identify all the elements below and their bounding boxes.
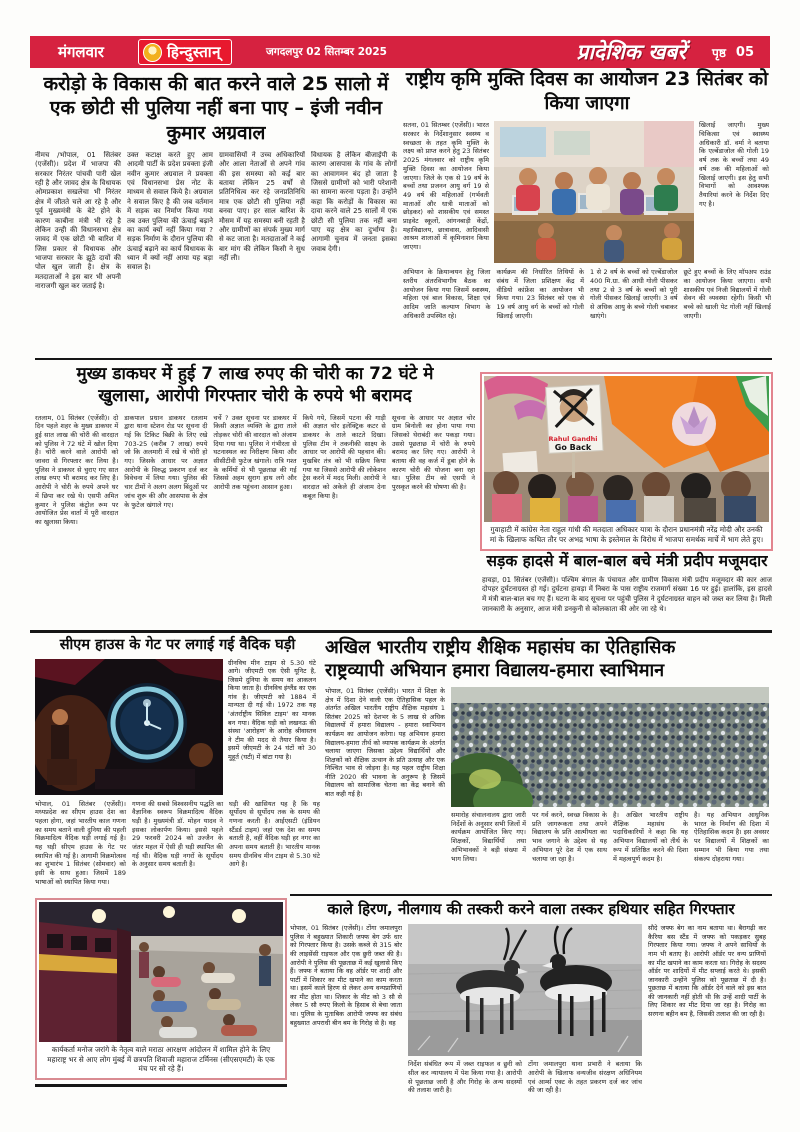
vedic-clock-photo [35,659,223,795]
article-mahasangh-right [451,687,769,887]
article-hiran-middle [408,924,642,1122]
article-dakghar-headline-line2: खुलासा, आरोपी गिरफ्तार चोरी के रुपये भी बरामद [98,385,412,406]
brand-emblem-icon [143,43,162,62]
train-photo-caption: कार्यकर्ता मनोज जरांगे के नेतृत्व वाले मराठा आरक्षण आंदोलन में शामिल होने के लिए महाराष्ट्र भर से आए लोग मुंबई में छत्रपति शिवाजी महाराज टर्मिनस (सीएसएमटी) के एक मंच पर सो रहे हैं। [47,1045,275,1074]
article-hadsa [482,552,772,628]
article-krimi-col4: छूटे हुए बच्चों के लिए मॉपअप राउंड का आयोजन किया जाएगा। सभी शासकीय एवं निजी विद्यालयों में गोली सेवन की व्यवस्था रहेगी। किसी भी बच्चे को खाली पेट गोली नहीं खिलाई जाएगी। [683,268,771,320]
article-dakghar-col3: चर्चे ? उक्त सूचना पर डाकघर में किसी अज्ञात व्यक्ति के द्वारा ताले तोड़कर चोरी की वारदात को अंजाम दिया गया था। पुलिस ने गंभीरता से घटनास्थल का निरीक्षण किया और सीसीटीवी फुटेज खंगाले। रात्रि गश्त के कर्मियों से भी पूछताछ की गई जिससे अहम सुराग हाथ लगे और आरोपी तक पहुंचना आसान हुआ। [213,413,297,492]
article-ghadi-col3: घड़ी की खासियत यह है कि यह सूर्योदय से सूर्योदय तक के समय की गणना करती है। आईएसटी (इंडियन स्टैंडर्ड टाइम) जहां एक देश का समय बताती है, वहीं वैदिक घड़ी हर नगर का अपना समय बताती है। भारतीय मानक समय ग्रीनविच मीन टाइम से 5.30 घंटे आगे है। [229,799,320,869]
article-hiran-row [290,924,772,1122]
article-mahasangh-headline-line2: राष्ट्रव्यापी अभियान हमारा विद्यालय-हमारा स्वाभिमान [325,660,665,682]
article-ghadi-col2: गणना की सबसे विश्वसनीय पद्धति का वैज्ञानिक स्वरूप विक्रमादित्य वैदिक घड़ी है। मुख्यमंत्री डॉ. मोहन यादव ने इसका लोकार्पण किया। इससे पहले 29 फरवरी 2024 को उज्जैन के जंतर महल में ऐसी ही घड़ी स्थापित की गई थी। वैदिक घड़ी नगरों के सूर्योदय के अनुसार समय बताती है। [132,799,223,869]
students-crowd-photo [451,687,769,807]
article-dakghar-body [35,414,475,618]
article-dakghar-col5: सूचना के आधार पर अज्ञात चोर ग्राम बिनोली का होना पाया गया जिसको घेराबंदी कर पकड़ा गया। उससे पूछताछ में चोरी के रुपये बरामद कर लिए गए। आरोपी ने बताया की वह कर्ज में डूबा होने के कारण चोरी की योजना बना रहा था। पुलिस टीम को एसपी ने पुरस्कृत करने की घोषणा की है। [391,413,475,492]
article-hiran [290,900,772,1122]
article-krimi-col2: कार्यक्रम की निर्धारित तिथियों के संबंध में जिला प्रशिक्षण केंद्र में वीडियो कांफ्रेंस का आयोजन भी किया गया। 23 सितंबर को एक से 19 वर्ष आयु वर्ग के बच्चों को गोली खिलाई जाएगी। [496,268,584,320]
article-ghadi-headline: सीएम हाउस के गेट पर लगाई गई वैदिक घड़ी [59,637,296,653]
article-pulia-body [35,151,397,379]
article-pulia-col4: विधायक है लेकिन बीजाईपी के कारण आसपास के गांव के लोगों का आवागमन बंद हो जाता है जिससे ग्रामीणों को भारी परेशानी का सामना करना पड़ता है। उन्होंने कहा कि करोड़ों के विकास का दावा करने वाले 25 सालों में एक छोटी सी पुलिया तक नहीं बना पाए यह क्षेत्र का दुर्भाग्य है। आगामी चुनाव में जनता इसका जवाब देगी। [311,150,397,253]
train-photo-frame [35,898,287,1080]
article-krimi [403,68,771,360]
article-pulia-headline: करोड़ो के विकास की बात करने वाले 25 सालो में एक छोटी सी पुलिया नहीं बना पाए – इंजी नवीन कुमार अग्रवाल [43,73,389,144]
article-mahasangh-bottom [451,811,769,885]
article-dakghar-col2: डाकपाल प्रधान डाकघर रतलाम द्वारा थाना स्टेशन रोड पर सूचना दी गई कि टिकिट बिक्री के लिए रखे 703-25 (करीब 7 लाख) रुपये जो कि अलमारी में रखे थे चोरी हो गए। जिसके आधार पर अज्ञात आरोपी के विरुद्ध प्रकरण दर्ज कर विवेचना में लिया गया। पुलिस की चार टीमों ने अलग अलग बिंदुओं पर जांच शुरू की और आसपास के क्षेत्र के फुटेज खंगाले गए। [124,413,208,509]
rally-sign-line2: Go Back [554,443,592,452]
article-krimi-col1: अभियान के क्रियान्वयन हेतु जिला स्तरीय अंतरविभागीय बैठक का आयोजन किया गया जिसमें स्वास्थ्य, महिला एवं बाल विकास, शिक्षा एवं आदिम जाति कल्याण विभाग के अधिकारी उपस्थित रहे। [403,268,491,320]
article-mahasangh-left-col: भोपाल, 01 सितंबर (एजेंसी)। भारत में शिक्षा के क्षेत्र में दिशा देने वाली एक ऐतिहासिक पहल के अंतर्गत अखिल भारतीय राष्ट्रीय शैक्षिक महासंघ 1 सितंबर 2025 को देशभर के 5 लाख से अधिक विद्यालयों में हमारा विद्यालय - हमारा स्वाभिमान कार्यक्रम का आयोजन करेगा। यह अभियान हमारा विद्यालय-हमारा तीर्थ को व्यापक कार्यक्रम के अंतर्गत चलाया जाएगा जिसका उद्देश्य विद्यार्थियों और शिक्षकों को शैक्षिक उत्थान के प्रति उत्साह और एक निश्चित भाव से जोड़ना है। यह पहल राष्ट्रीय शिक्षा नीति 2020 की भावना के अनुरूप है जिसमें विद्यालय को सामाजिक चेतना का केंद्र बनाने की बात कही गई है। [325,687,445,798]
article-krimi-top-row [403,121,771,263]
article-pulia [35,72,397,379]
article-krimi-right-col: खिलाई जाएगी। मुख्य चिकित्सा एवं स्वास्थ्य अधिकारी डॉ. वर्मा ने बताया कि एल्बेंडाजोल की गोली 19 वर्ष तक के बच्चों तथा 49 वर्ष तक की महिलाओं को खिलाई जाएगी। इस हेतु सभी विभागों को आवश्यक तैयारियां करने के निर्देश दिए गए है। [699,121,769,208]
article-hadsa-body: हावड़ा, 01 सितंबर (एजेंसी)। पश्चिम बंगाल के पंचायत और ग्रामीण विकास मंत्री प्रदीप मजूमदार की कार आज दोपहर दुर्घटनाग्रस्त हो गई। दुर्घटना हावड़ा में निबरा के पास राष्ट्रीय राजमार्ग संख्या 16 पर हुई। हालांकि, इस हादसे में मंत्री बाल-बाल बच गए हैं। घटना के बाद सूचना पर पहुंची पुलिस ने दुर्घटनाग्रस्त वाहन को जब्त कर लिया है। मिली जानकारी के अनुसार, आज मंत्री डनकुनी से कोलकाता की ओर जा रहे थे। [482,575,772,613]
rally-photo [484,376,769,522]
article-mahasangh-col4: है। यह अभियान आधुनिक भारत के निर्माण की दिशा में ऐतिहासिक कदम है। इस अवसर पर विद्यालयों में शिक्षकों का सम्मान भी किया गया तथा संकल्प दोहराया गया। [694,811,769,863]
brand-name: हिन्दुस्तान् [166,43,221,61]
article-krimi-intro: सतना, 01 सितम्बर (एजेंसी)। भारत सरकार के निर्देशानुसार स्वस्थ्य व स्वच्छता के तहत कृमि मुक्ति के लक्ष्य को प्राप्त करने हेतु 23 सितंबर 2025 मंगलवार को राष्ट्रीय कृमि मुक्ति दिवस का आयोजन किया जाएगा। जिले के एक से 19 वर्ष के बच्चों तथा प्रजनन आयु वर्ग 19 से 49 वर्ष की महिलाओं (गर्भवती माताओं और धात्री माताओं को छोड़कर) को शासकीय एवं समस्त प्राइवेट स्कूलों, आंगनबाड़ी केंद्रों, महाविद्यालय, छात्रावास, आदिवासी आश्रम शालाओं में कृमिनाशन किया जाएगा। [403,121,489,252]
article-hiran-left-col: भोपाल, 01 सितंबर (एजेंसी)। टोंगा जमालपुरा पुलिस ने बहुख्यात शिकारी जफ्फ बेग उर्फ धार को गिरफ्तार किया है। उसके कब्जे से 315 बोर की लाइसेंसी राइफल और एक छुरी जब्त की है। आरोपी ने पुलिस की पूछताछ में कई खुलासे किए हैं। जफ्फ ने बताया कि वह ऑर्डर पर शादी और पार्टी में शिकार का मीट खपाने का काम करता था। इसमें काले हिरण से लेकर अन्य वन्यप्राणियों का मीट होता था। शिकार के मीट को 3 सौ से लेकर 5 सौ रुपए किलो के हिसाब से बेचा जाता था। पुलिस के मुताबिक आरोपी जफ्फ का संबंध बहुख्यात अपराधी बीन बम के गिरोह से है। वह [290,924,402,1027]
edition-dateline: जगदलपुर 02 सितम्बर 2025 [266,46,387,58]
article-hiran-sub [408,1060,642,1120]
blackbuck-photo [408,924,642,1056]
section-divider-mid [30,630,772,633]
article-dakghar [35,364,475,618]
article-mahasangh-row [325,687,772,887]
article-ghadi-top-row [35,659,320,795]
article-pulia-col2: उक्त कटाक्ष करते हुए आम आदमी पार्टी के प्रदेश प्रवक्ता इंजी नवीन कुमार अग्रवाल ने प्रवक्ता एवं विधानसभा प्रेस नोट के माध्यम से सवाल किये है। अग्रवाल ने सवाल किए है की जब वर्तमान में सड़क का निर्माण किया गया तब उक्त पुलिया की ऊंचाई बढ़ाने का कार्य क्यों नहीं किया गया ? सड़क निर्माण के दौरान पुलिया की ऊंचाई बढ़ाने का कार्य विधायक के ध्यान में क्यों नहीं आया यह बड़ा सवाल है। [127,150,213,272]
article-hiran-subcol1: निर्देश संबंधित रूप में जब्त राइफल व छुरी को सील कर न्यायालय में पेश किया गया है। आरोपी से पूछताछ जारी है और गिरोह के अन्य सदस्यों की तलाश जारी है। [408,1060,522,1095]
article-pulia-col3: ग्रामवासियों ने उच्च अधिकारियों और आला नेताओं से अपने गांव की इस समस्या को कई बार बताया लेकिन 25 वर्षों से प्रतिनिधित्व कर रहे जनप्रतिनिधि मात्र एक छोटी सी पुलिया नहीं बनवा पाए। हर साल बारिश के मौसम में यह समस्या बनी रहती है और ग्रामीणों का संपर्क मुख्य मार्ग से कट जाता है। मतदाताओं ने कई बार मांग की लेकिन किसी ने सुध नहीं ली। [219,150,305,263]
train-section-underline [35,1084,287,1087]
article-hiran-right-col: सौदे जफ्फ बेग का नाम बताया था। बैरागढ़ी कर कैरिया बस स्टैंड में जफ्फ को पकड़कर सुबह गिरफ्तार किया गया। जफ्फ ने अपने साथियों के नाम भी बताए है। आरोपी ऑर्डर पर वन्य प्राणियों का मीट खपाने का काम करता था। गिरोह के सदस्य ऑर्डर पर शादियों में मीट सप्लाई करते थे। इसकी जानकारी उन्होंने पुलिस को पूछताछ में दी है। पूछताछ में बताया कि ऑर्डर देने वाले को इस बात की जानकारी नहीं होती थी कि उन्हें शादी पार्टी के लिए शिकार का मीट दिया जा रहा है। गिरोह का सरगना बहीन बम है, जिसकी तलाश की जा रही है। [648,924,766,1018]
article-pulia-col1: नीमच /भोपाल, 01 सितंबर (एजेंसी)। प्रदेश में भाजपा की सरकार निरंतर पांचवी पारी खेल रही है और जावद क्षेत्र के विधायक ओमप्रकाश सखलेचा भी निरंतर क्षेत्र में जीतते चले आ रहे है और पूर्व मुख्यमंत्री के बेटे होने के कारण काबीना मंत्री भी रहे है लेकिन उन्ही की विधानसभा क्षेत्र जावद में एक छोटी भी बारिश में जिस प्रकार से विधायक और भाजपा सरकार के झूठे दावों की पोल खुल जाती है। क्षेत्र के मतदाताओं ने इस बार भी अपनी नाराजगी खुल कर जताई है। [35,150,121,291]
article-hiran-subcol2: टोंगा जमालपुरा थाना प्रभारी ने बताया कि आरोपी के खिलाफ वन्यजीव संरक्षण अधिनियम एवं आर्म्स एक्ट के तहत प्रकरण दर्ज कर जांच की जा रही है। [528,1060,642,1095]
article-krimi-bottom [403,268,771,360]
rally-photo-frame [480,372,773,551]
rally-photo-caption: गुवाहाटी में कांग्रेस नेता राहुल गांधी की मतदाता अधिकार यात्रा के दौरान प्रधानमंत्री नरेंद्र मोदी और उनकी मां के खिलाफ कथित तौर पर अभद्र भाषा के इस्तेमाल के विरोध में भाजपा समर्थक मार्चे में भाग लेते हुए। [489,525,764,544]
article-mahasangh [325,636,772,887]
meeting-photo [494,121,694,263]
article-ghadi-col1: भोपाल, 01 सितंबर (एजेंसी)। मध्यप्रदेश का सीएम हाउस देश का पहला होगा, जहां भारतीय काल गणना का समय बताने वाली दुनिया की पहली विक्रमादित्य वैदिक घड़ी लगाई गई है। यह घड़ी सीएम हाउस के गेट पर स्थापित की गई है। आगामी विक्रमोत्सव का शुभारंभ 1 सितंबर (सोमवार) को इसी के साथ हुआ। जिसमें 189 भाषाओं को स्थापित किया गया। [35,799,126,886]
article-hadsa-headline: सड़क हादसे में बाल-बाल बचे मंत्री प्रदीप मजूमदार [486,552,768,570]
newspaper-logo [138,39,232,65]
article-krimi-col3: 1 से 2 वर्ष के बच्चों को एल्बेंडाजोल 400 मि.ग्रा. की आधी गोली पीसकर तथा 2 से 3 वर्ष के बच्चों को पूरी गोली पीसकर खिलाई जाएगी। 3 वर्ष से अधिक आयु के बच्चे गोली चबाकर खाएंगे। [590,268,678,320]
article-mahasangh-col1: समारोह संचालनालय द्वारा जारी निर्देशों के अनुसार सभी जिलों में कार्यक्रम आयोजित किए गए। शिक्षकों, विद्यार्थियों तथा अभिभावकों ने बड़ी संख्या में भाग लिया। [451,811,526,863]
article-dakghar-headline-line1: मुख्य डाकघर में हुई 7 लाख रुपए की चोरी का 72 घंटे मे [76,364,434,384]
article-dakghar-col4: किये गये, जिसमें पटना की गाड़ी की अज्ञात चोर इलेक्ट्रिक कटर से डाकघर के ताले काटते दिखा। पुलिस टीम ने तकनीकी साक्ष्य के आधार पर आरोपी की पहचान की। मुखबिर तंत्र को भी सक्रिय किया गया था जिससे आरोपी की लोकेशन ट्रेस करने में मदद मिली। आरोपी ने वारदात को अकेले ही अंजाम देना कबूल किया है। [302,413,386,500]
article-ghadi [35,636,320,900]
article-ghadi-bottom [35,800,320,900]
article-ghadi-side-col: ग्रीनविच मीन टाइम से 5.30 घंटे आगे। जीएमटी एक ऐसी यूनिट है, जिसमे दुनिया के समय का आकलन किया जाता है। ग्रीनविच इंग्लैंड का एक गांव है। जीएमटी को 1884 में मान्यता दी गई थी। 1972 तक यह 'अंतर्राष्ट्रीय सिविल टाइम' का मानक बन गया। वैदिक घड़ी को लखनऊ की संस्था 'आरोहण' के आरोह श्रीवास्तव ने टीम की मदद से तैयार किया है। इसमें जीएमटी के 24 घंटों को 30 मुहूर्त (घटी) में बांटा गया है। [228,658,316,761]
weekday-label: मंगलवार [58,43,104,61]
page-label: पृष्ठ [712,45,726,60]
article-krimi-headline: राष्ट्रीय कृमि मुक्ति दिवस का आयोजन 23 सितंबर को किया जाएगा [405,69,769,114]
train-platform-photo [39,902,283,1042]
section-divider-bottom [290,894,772,896]
article-mahasangh-col2: पर गर्व करने, स्वच्छ विकास के प्रति जागरूकता तथा अपने विद्यालय के प्रति आत्मीयता का भाव जगाने के उद्देश्य से यह अभियान पूरे देश में एक साथ चलाया जा रहा है। [532,811,607,863]
section-divider-top [35,358,772,360]
section-title: प्रादेशिक खबरें [576,39,687,64]
article-mahasangh-headline-line1: अखिल भारतीय राष्ट्रीय शैक्षिक महासंघ का ऐतिहासिक [325,637,676,658]
rally-sign-line1: Rahul Gandhi [548,435,598,443]
article-mahasangh-col3: है। अखिल भारतीय राष्ट्रीय शैक्षिक महासंघ के पदाधिकारियों ने कहा कि यह अभियान विद्यालयों को तीर्थ के रूप में प्रतिष्ठित करने की दिशा में महत्वपूर्ण कदम है। [613,811,688,863]
page-number: 05 [735,44,754,60]
article-hiran-headline: काले हिरण, नीलगाय की तस्करी करने वाला तस्कर हथियार सहित गिरफ्तार [327,900,735,918]
masthead-bar [30,36,770,68]
article-dakghar-col1: रतलाम, 01 सितंबर (एजेंसी)। दो दिन पहले शहर के मुख्य डाकघर में हुई सात लाख की चोरी की वारदात को पुलिस ने 72 घंटे में खोल दिया है। चोरी करने वाले आरोपी को जावरा से गिरफ्तार कर लिया है। पुलिस ने डाकघर से चुराए गए सात लाख रुपए भी बरामद कर लिए है। आरोपी ने चोरी के रुपये अपने घर में छिपा कर रखे थे। एसपी अमित कुमार ने पुलिस कंट्रोल रूम पर आयोजित प्रेस वार्ता में पूरी वारदात का खुलासा किया। [35,413,119,526]
